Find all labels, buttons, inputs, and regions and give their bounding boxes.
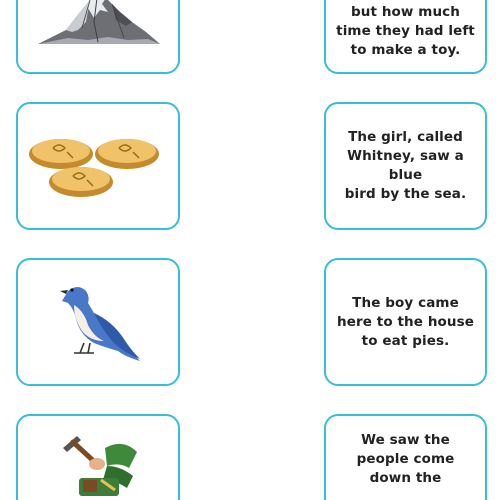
text-line: to eat pies. xyxy=(361,332,450,349)
text-line: down the xyxy=(369,469,442,486)
text-card-2[interactable] xyxy=(324,102,487,230)
card-text xyxy=(336,128,476,204)
toy-making-icon xyxy=(43,418,153,500)
picture-card-bluebird[interactable] xyxy=(16,258,180,386)
text-line: The girl, called xyxy=(348,129,463,145)
card-text xyxy=(336,3,476,60)
picture-card-toy-making[interactable] xyxy=(16,414,180,500)
text-line: time they had left xyxy=(336,22,475,39)
text-card-3[interactable] xyxy=(324,258,487,386)
picture-card-pies[interactable] xyxy=(16,102,180,230)
text-line: Whitney, saw a blue xyxy=(347,148,464,183)
pies-icon xyxy=(23,126,173,206)
text-line: to make a toy. xyxy=(350,41,461,58)
text-line: here to the house xyxy=(336,313,475,330)
text-line: bird by the sea. xyxy=(344,186,467,202)
picture-card-mountain[interactable] xyxy=(16,0,180,74)
card-text xyxy=(336,294,476,351)
bluebird-icon xyxy=(48,277,148,367)
text-card-4[interactable] xyxy=(324,414,487,500)
text-line: We saw the xyxy=(361,431,450,448)
mountain-icon xyxy=(28,0,168,52)
text-card-1[interactable] xyxy=(324,0,487,74)
text-line: people come xyxy=(356,450,455,467)
card-text xyxy=(336,431,476,488)
text-line: but how much xyxy=(351,3,460,20)
text-line: The boy came xyxy=(352,294,459,311)
